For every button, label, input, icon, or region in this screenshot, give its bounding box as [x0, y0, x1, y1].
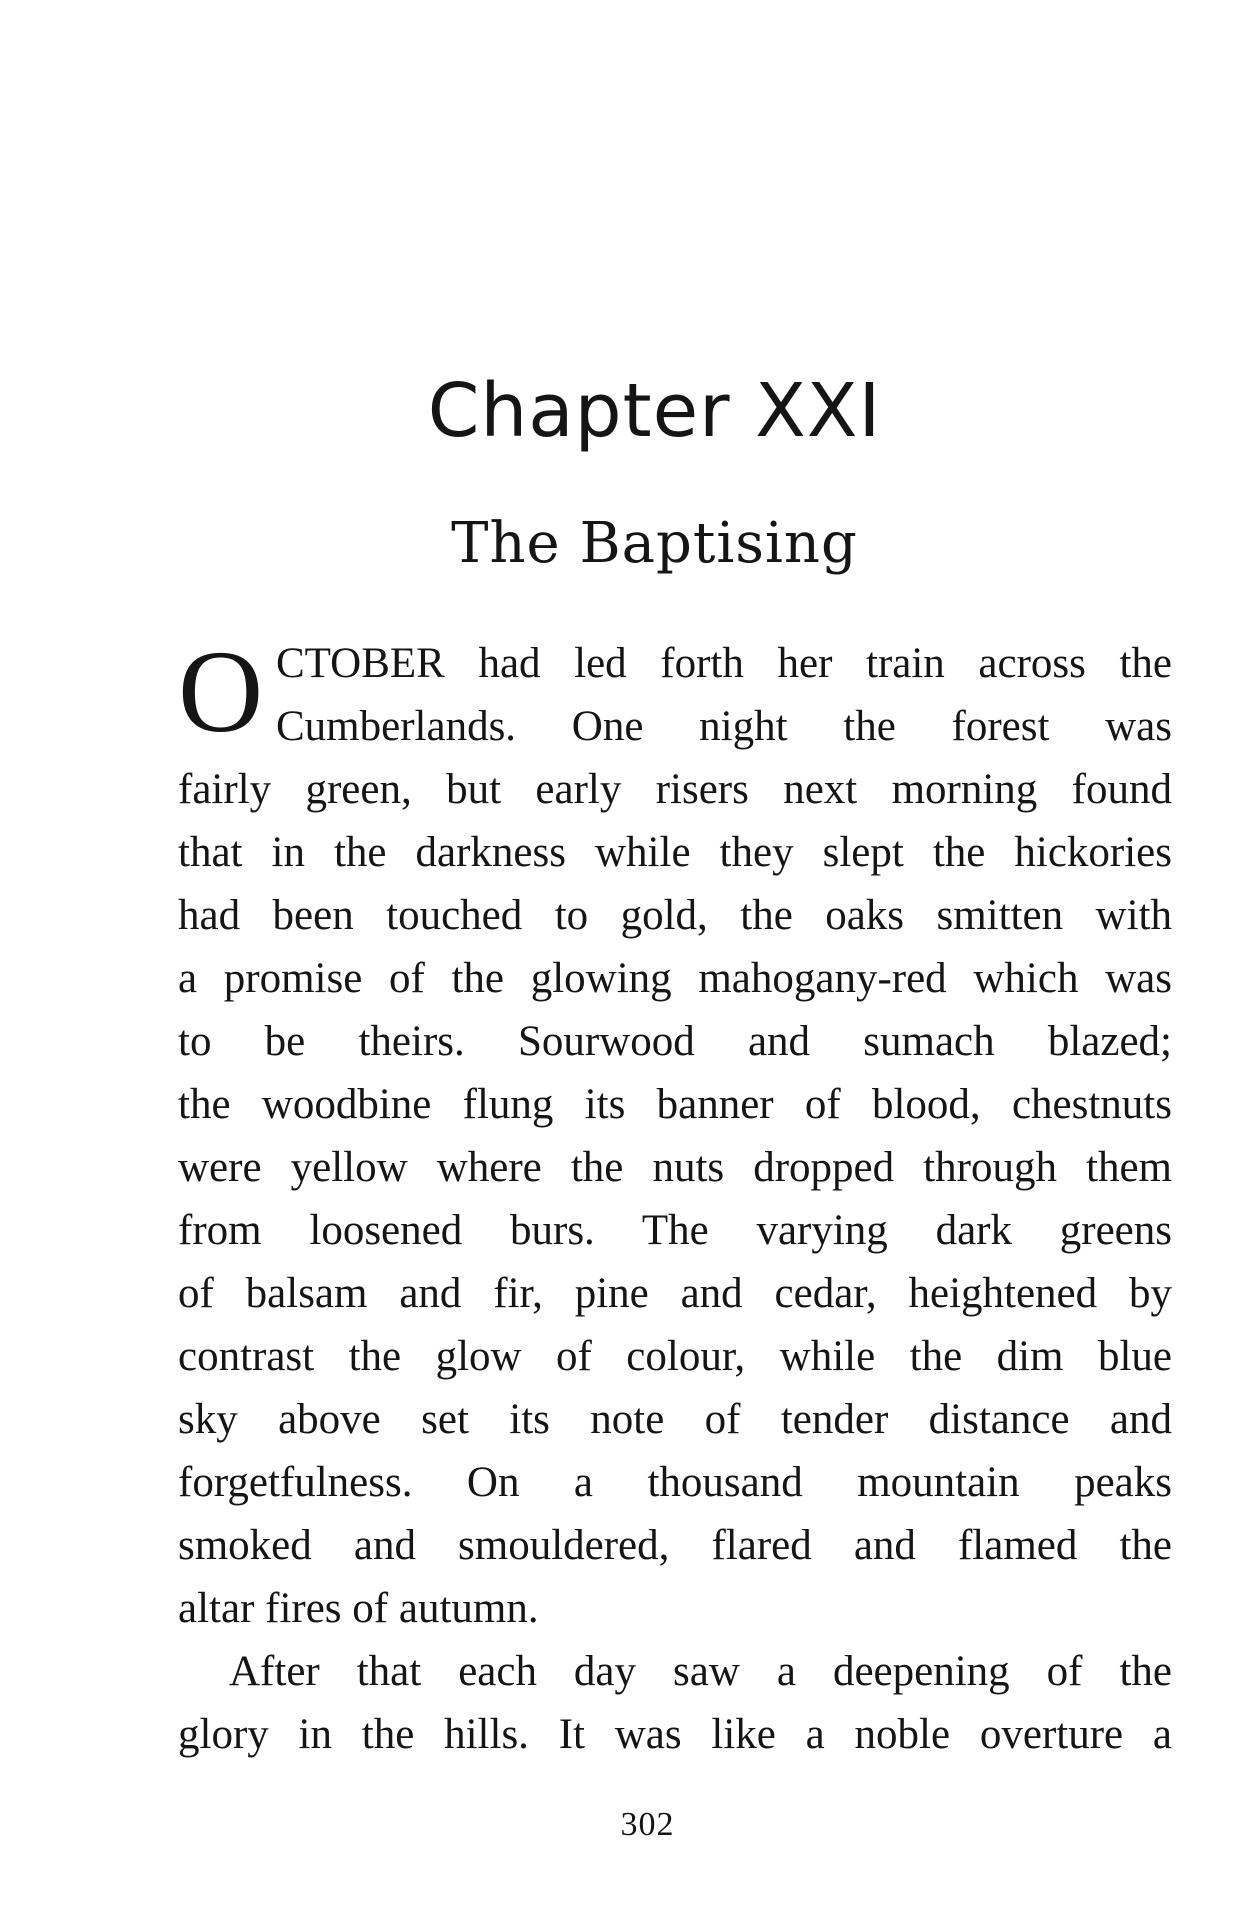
text-line: to be theirs. Sourwood and sumach blazed;: [178, 1018, 1172, 1065]
text-line: CTOBER had led forth her train across the: [276, 640, 1172, 687]
page-number: 302: [620, 1806, 675, 1843]
text-line: of balsam and fir, pine and cedar, heightened by: [178, 1270, 1172, 1317]
paragraph-two: [178, 1640, 1172, 1766]
text-line: sky above set its note of tender distance and: [178, 1396, 1172, 1443]
chapter-title: The Baptising: [451, 511, 858, 576]
text-line: smoked and smouldered, flared and flamed the: [178, 1522, 1172, 1569]
text-line: a promise of the glowing mahogany-red which was: [178, 955, 1172, 1002]
text-line: forgetfulness. On a thousand mountain peaks: [178, 1459, 1172, 1506]
text-line: altar fires of autumn.: [178, 1585, 539, 1632]
drop-cap: O: [178, 626, 264, 757]
text-line: from loosened burs. The varying dark greens: [178, 1207, 1172, 1254]
text-line: had been touched to gold, the oaks smitten with: [178, 892, 1172, 939]
text-line: were yellow where the nuts dropped through them: [178, 1144, 1172, 1191]
text-line: After that each day saw a deepening of the: [229, 1648, 1172, 1695]
text-line: the woodbine flung its banner of blood, chestnuts: [178, 1081, 1172, 1128]
text-line: fairly green, but early risers next morning found: [178, 766, 1172, 813]
text-line: that in the darkness while they slept the hickories: [178, 829, 1172, 876]
paragraph-one-body: [178, 758, 1172, 1640]
paragraph-one-opening: [276, 632, 1172, 758]
chapter-number: Chapter XXI: [427, 368, 882, 454]
text-line: contrast the glow of colour, while the dim blue: [178, 1333, 1172, 1380]
text-line: glory in the hills. It was like a noble overture a: [178, 1711, 1172, 1758]
text-line: Cumberlands. One night the forest was: [276, 703, 1172, 750]
